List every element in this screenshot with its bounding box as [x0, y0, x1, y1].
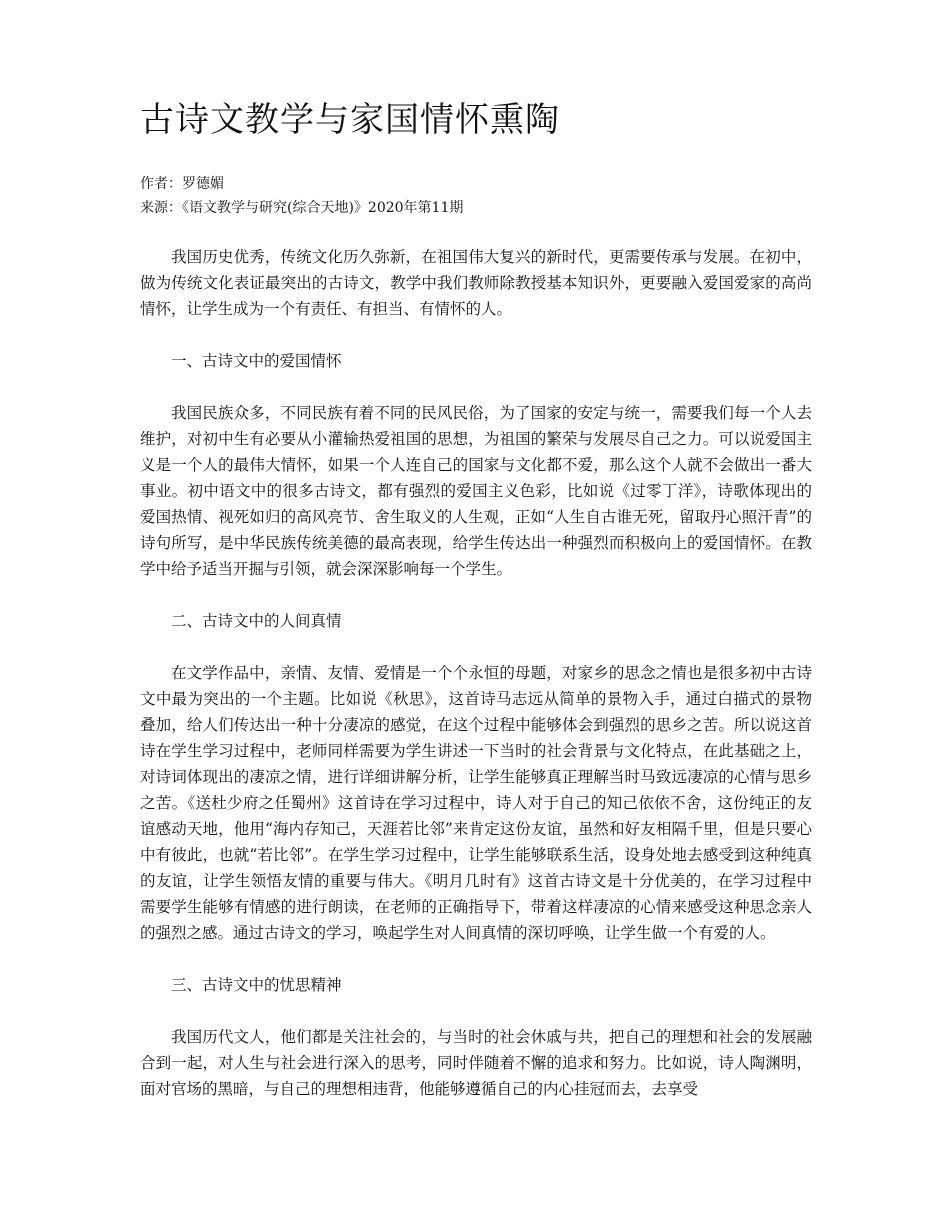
document-meta — [140, 172, 812, 220]
author-name: 罗德媚 — [182, 176, 224, 192]
section-heading: 一、古诗文中的爱国情怀 — [171, 352, 342, 370]
source-label: 来源： — [140, 200, 182, 216]
author-label: 作者： — [140, 176, 182, 192]
source-name: 《语文教学与研究(综合天地)》2020年第11期 — [182, 200, 464, 216]
section-paragraph: 我国历代文人，他们都是关注社会的，与当时的社会休戚与共，把自己的理想和社会的发展融合到一起，对人生与社会进行深入的思考，同时伴随着不懈的追求和努力。比如说，诗人陶渊明，面对官场的黑暗，与自己的理想相违背，他能够遵循自己的内心挂冠而去，去享受 — [140, 1028, 812, 1098]
section-heading: 二、古诗文中的人间真情 — [171, 612, 342, 630]
document-title: 古诗文教学与家国情怀熏陶 — [140, 100, 560, 140]
section-heading: 三、古诗文中的忧思精神 — [171, 976, 342, 994]
source-line — [140, 196, 812, 220]
intro-paragraph: 我国历史优秀，传统文化历久弥新，在祖国伟大复兴的新时代，更需要传承与发展。在初中，做为传统文化表证最突出的古诗文，教学中我们教师除教授基本知识外，更要融入爱国爱家的高尚情怀，让学生成为一个有责任、有担当、有情怀的人。 — [140, 248, 812, 318]
document-page — [140, 96, 812, 1128]
author-line — [140, 172, 812, 196]
document-body — [140, 244, 812, 1102]
section-paragraph: 在文学作品中，亲情、友情、爱情是一个个永恒的母题，对家乡的思念之情也是很多初中古诗文中最为突出的一个主题。比如说《秋思》，这首诗马志远从简单的景物入手，通过白描式的景物叠加，给人们传达出一种十分凄凉的感觉，在这个过程中能够体会到强烈的思乡之苦。所以说这首诗在学生学习过程中，老师同样需要为学生讲述一下当时的社会背景与文化特点，在此基础之上，对诗词体现出的凄凉之情，进行详细讲解分析，让学生能够真正理解当时马致远凄凉的心情与思乡之苦。《送杜少府之任蜀州》这首诗在学习过程中，诗人对于自己的知己依依不舍，这份纯正的友谊感动天地，他用“海内存知己，天涯若比邻”来肯定这份友谊，虽然和好友相隔千里，但是只要心中有彼此，也就“若比邻”。在学生学习过程中，让学生能够联系生活，设身处地去感受到这种纯真的友谊，让学生领悟友情的重要与伟大。《明月几时有》这首古诗文是十分优美的，在学习过程中需要学生能够有情感的进行朗读，在老师的正确指导下，带着这样凄凉的心情来感受这种思念亲人的强烈之感。通过古诗文的学习，唤起学生对人间真情的深切呼唤，让学生做一个有爱的人。 — [140, 664, 812, 942]
section-paragraph: 我国民族众多，不同民族有着不同的民风民俗，为了国家的安定与统一，需要我们每一个人去维护，对初中生有必要从小灌输热爱祖国的思想，为祖国的繁荣与发展尽自己之力。可以说爱国主义是一个人的最伟大情怀，如果一个人连自己的国家与文化都不爱，那么这个人就不会做出一番大事业。初中语文中的很多古诗文，都有强烈的爱国主义色彩，比如说《过零丁洋》，诗歌体现出的爱国热情、视死如归的高风亮节、舍生取义的人生观，正如“人生自古谁无死，留取丹心照汗青”的诗句所写，是中华民族传统美德的最高表现，给学生传达出一种强烈而积极向上的爱国情怀。在教学中给予适当开掘与引领，就会深深影响每一个学生。 — [140, 404, 812, 578]
